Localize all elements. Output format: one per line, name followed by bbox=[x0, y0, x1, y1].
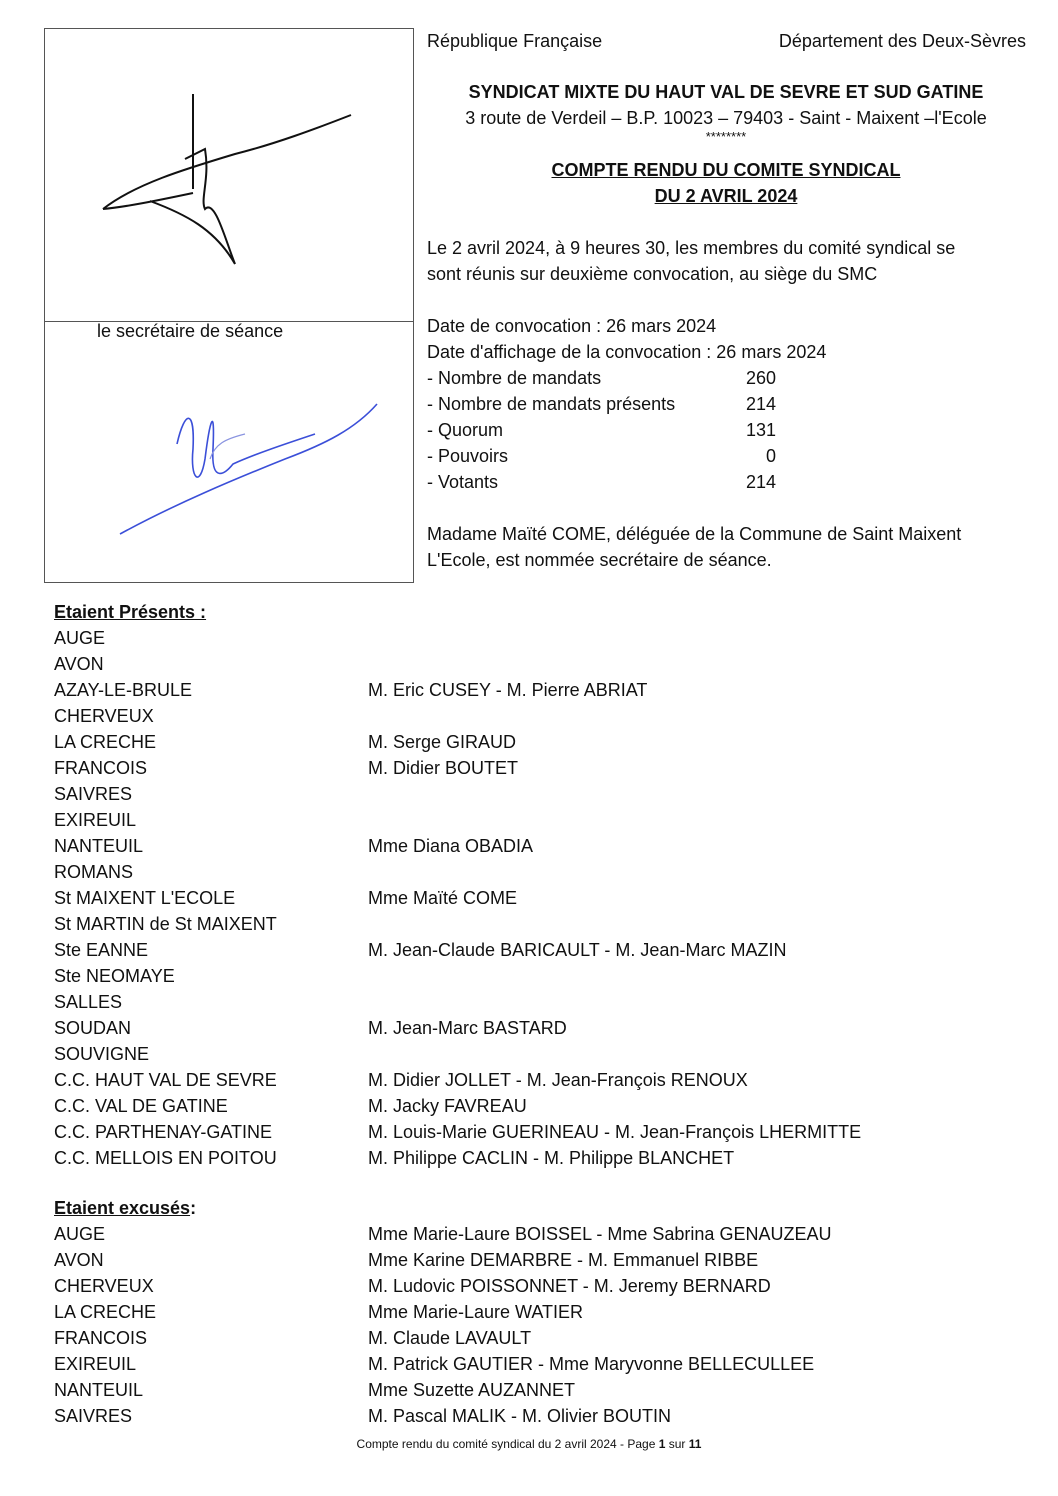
commune-name: FRANCOIS bbox=[54, 1328, 148, 1348]
commune-name: Ste NEOMAYE bbox=[54, 966, 175, 986]
delegate-names: M. Jean-Marc BASTARD bbox=[368, 1018, 567, 1038]
delegate-names: Mme Marie-Laure WATIER bbox=[368, 1302, 584, 1322]
commune-name: C.C. HAUT VAL DE SEVRE bbox=[54, 1070, 277, 1090]
excused-heading-colon: : bbox=[190, 1198, 197, 1218]
affichage-date: Date d'affichage de la convocation : 26 mars 2024 bbox=[427, 342, 827, 362]
commune-name: SALLES bbox=[54, 992, 123, 1012]
intro-line-2: sont réunis sur deuxième convocation, au siège du SMC bbox=[427, 264, 878, 284]
secretary-paragraph bbox=[427, 521, 1025, 573]
delegate-names: M. Pascal MALIK - M. Olivier BOUTIN bbox=[368, 1406, 672, 1426]
delegate-names: Mme Diana OBADIA bbox=[368, 836, 534, 856]
commune-name: SAIVRES bbox=[54, 784, 133, 804]
present-heading: Etaient Présents : bbox=[54, 602, 207, 622]
footer-page: 1 bbox=[658, 1437, 666, 1451]
delegate-names: M. Ludovic POISSONNET - M. Jeremy BERNARD bbox=[368, 1276, 771, 1296]
commune-name: AZAY-LE-BRULE bbox=[54, 680, 193, 700]
commune-name: C.C. VAL DE GATINE bbox=[54, 1096, 228, 1116]
secretary-line-1: Madame Maïté COME, déléguée de la Commune de Saint Maixent bbox=[427, 524, 962, 544]
delegate-names: M. Patrick GAUTIER - Mme Maryvonne BELLECULLEE bbox=[368, 1354, 815, 1374]
stat-label: - Nombre de mandats présents bbox=[427, 394, 676, 414]
header-department: Département des Deux-Sèvres bbox=[778, 31, 1026, 51]
stat-value: 214 bbox=[745, 394, 776, 414]
commune-name: LA CRECHE bbox=[54, 732, 157, 752]
commune-name: LA CRECHE bbox=[54, 1302, 157, 1322]
header-country: République Française bbox=[427, 31, 603, 51]
stat-value: 214 bbox=[745, 472, 776, 492]
commune-name: SOUDAN bbox=[54, 1018, 132, 1038]
commune-name: AUGE bbox=[54, 1224, 106, 1244]
stat-label: - Votants bbox=[427, 472, 499, 492]
delegate-names: M. Jean-Claude BARICAULT - M. Jean-Marc MAZIN bbox=[368, 940, 787, 960]
commune-name: SAIVRES bbox=[54, 1406, 133, 1426]
delegate-names: M. Louis-Marie GUERINEAU - M. Jean-François LHERMITTE bbox=[368, 1122, 862, 1142]
stat-label: - Nombre de mandats bbox=[427, 368, 602, 388]
commune-name: St MARTIN de St MAIXENT bbox=[54, 914, 277, 934]
footer-sep: sur bbox=[665, 1437, 689, 1451]
convocation-date: Date de convocation : 26 mars 2024 bbox=[427, 316, 717, 336]
delegate-names: Mme Karine DEMARBRE - M. Emmanuel RIBBE bbox=[368, 1250, 759, 1270]
stat-value: 131 bbox=[745, 420, 776, 440]
delegate-names: M. Didier BOUTET bbox=[368, 758, 519, 778]
doc-date: DU 2 AVRIL 2024 bbox=[654, 186, 798, 206]
commune-name: C.C. PARTHENAY-GATINE bbox=[54, 1122, 273, 1142]
secretary-signature bbox=[115, 389, 385, 539]
stat-value: 260 bbox=[745, 368, 776, 388]
commune-name: ROMANS bbox=[54, 862, 134, 882]
commune-name: CHERVEUX bbox=[54, 1276, 154, 1296]
commune-name: EXIREUIL bbox=[54, 1354, 137, 1374]
org-address: 3 route de Verdeil – B.P. 10023 – 79403 - Saint - Maixent –l'Ecole bbox=[465, 108, 987, 128]
intro-paragraph bbox=[427, 235, 1025, 287]
footer-text: Compte rendu du comité syndical du 2 avril 2024 - Page bbox=[356, 1437, 659, 1451]
footer-total: 11 bbox=[688, 1437, 702, 1451]
stat-label: - Pouvoirs bbox=[427, 446, 509, 466]
separator-stars: ******** bbox=[705, 129, 747, 144]
president-signature bbox=[95, 89, 355, 279]
commune-name: FRANCOIS bbox=[54, 758, 148, 778]
commune-name: AVON bbox=[54, 1250, 104, 1270]
commune-name: AVON bbox=[54, 654, 104, 674]
intro-line-1: Le 2 avril 2024, à 9 heures 30, les membres du comité syndical se bbox=[427, 238, 956, 258]
delegate-names: M. Philippe CACLIN - M. Philippe BLANCHET bbox=[368, 1148, 735, 1168]
doc-title: COMPTE RENDU DU COMITE SYNDICAL bbox=[551, 160, 901, 180]
stat-value: 0 bbox=[765, 446, 776, 466]
excused-heading bbox=[54, 1195, 196, 1221]
commune-name: NANTEUIL bbox=[54, 836, 144, 856]
delegate-names: Mme Suzette AUZANNET bbox=[368, 1380, 576, 1400]
commune-name: NANTEUIL bbox=[54, 1380, 144, 1400]
delegate-names: M. Claude LAVAULT bbox=[368, 1328, 532, 1348]
delegate-names: M. Eric CUSEY - M. Pierre ABRIAT bbox=[368, 680, 648, 700]
commune-name: EXIREUIL bbox=[54, 810, 137, 830]
commune-name: St MAIXENT L'ECOLE bbox=[54, 888, 236, 908]
signature-box bbox=[44, 28, 414, 583]
delegate-names: Mme Maïté COME bbox=[368, 888, 518, 908]
org-name: SYNDICAT MIXTE DU HAUT VAL DE SEVRE ET SUD GATINE bbox=[468, 82, 984, 102]
commune-name: CHERVEUX bbox=[54, 706, 154, 726]
commune-name: C.C. MELLOIS EN POITOU bbox=[54, 1148, 277, 1168]
secretary-label: le secrétaire de séance bbox=[97, 321, 284, 341]
commune-name: SOUVIGNE bbox=[54, 1044, 150, 1064]
delegate-names: Mme Marie-Laure BOISSEL - Mme Sabrina GENAUZEAU bbox=[368, 1224, 832, 1244]
commune-name: Ste EANNE bbox=[54, 940, 149, 960]
secretary-line-2: L'Ecole, est nommée secrétaire de séance. bbox=[427, 550, 772, 570]
delegate-names: M. Didier JOLLET - M. Jean-François RENOUX bbox=[368, 1070, 748, 1090]
commune-name: AUGE bbox=[54, 628, 106, 648]
stat-label: - Quorum bbox=[427, 420, 504, 440]
excused-heading-text: Etaient excusés bbox=[54, 1198, 191, 1218]
page-footer bbox=[0, 1437, 1058, 1451]
delegate-names: M. Serge GIRAUD bbox=[368, 732, 517, 752]
delegate-names: M. Jacky FAVREAU bbox=[368, 1096, 527, 1116]
